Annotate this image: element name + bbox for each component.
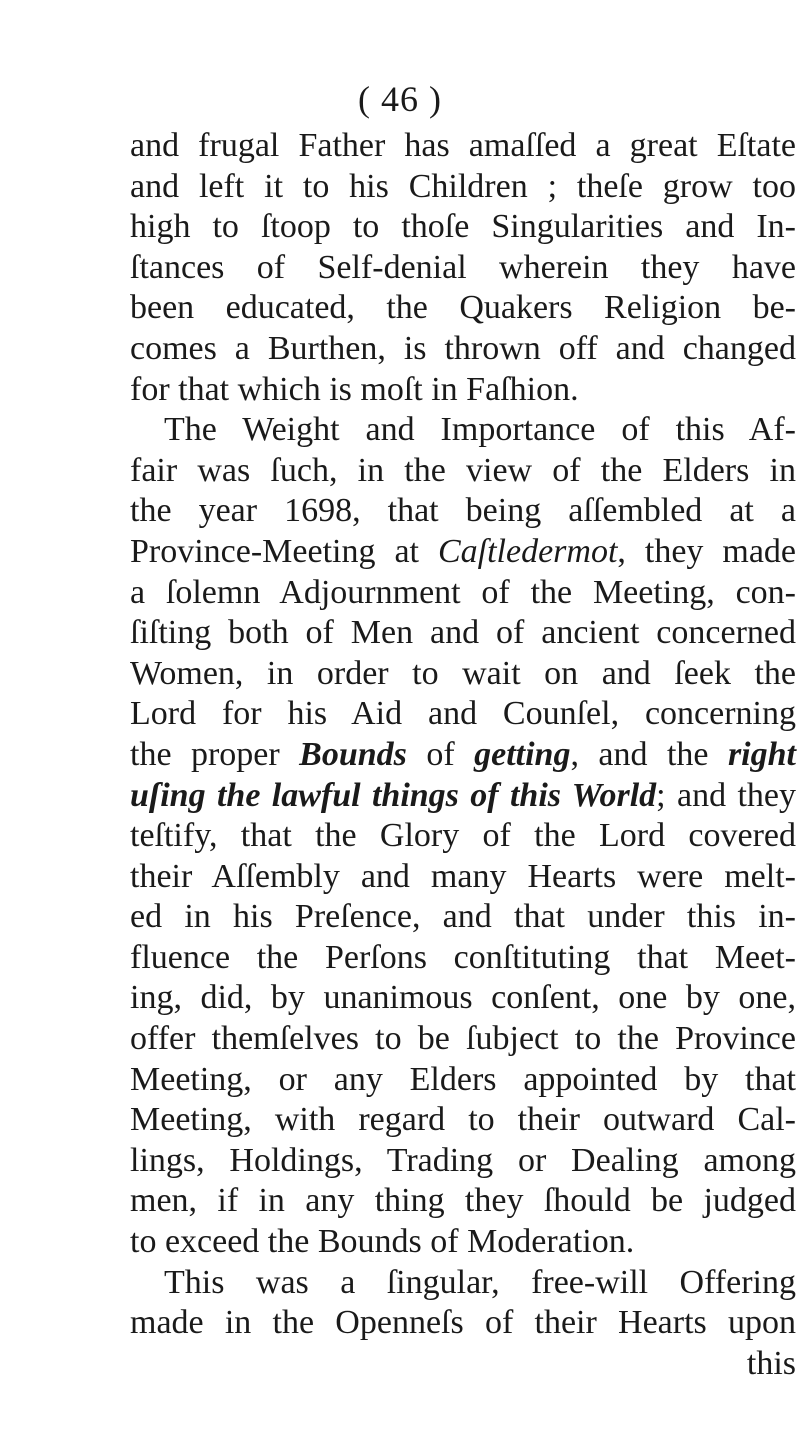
text-line: a ſolemn Adjournment of the Meeting, con-: [130, 573, 796, 611]
text-line: Lord for his Aid and Counſel, concerning: [130, 695, 796, 733]
text-line: comes a Burthen, is thrown off and changed: [130, 329, 796, 367]
emphasis-segment: getting: [474, 735, 571, 773]
text-line: ing, did, by unanimous conſent, one by one,: [130, 979, 796, 1017]
text-line: This was a ſingular, free-will Offering: [164, 1263, 796, 1301]
text-line: ed in his Preſence, and that under this in-: [130, 898, 796, 936]
text-segment: Province-Meeting at: [130, 532, 438, 570]
text-line: Meeting, or any Elders appointed by that: [130, 1060, 796, 1098]
text-line: been educated, the Quakers Religion be-: [130, 289, 796, 327]
text-line: men, if in any thing they ſhould be judged: [130, 1182, 796, 1220]
text-line: their Aſſembly and many Hearts were melt-: [130, 857, 796, 895]
emphasis-segment: Caſtledermot: [437, 532, 618, 570]
text-line: teſtify, that the Glory of the Lord covered: [130, 817, 796, 855]
text-segment: the proper: [130, 735, 300, 773]
text-line: made in the Openneſs of their Hearts upon: [130, 1304, 796, 1342]
text-line: offer themſelves to be ſubject to the Province: [130, 1020, 796, 1058]
text-line: Women, in order to wait on and ſeek the: [130, 654, 796, 692]
body-text: [130, 126, 796, 1384]
text-segment: of: [406, 735, 475, 773]
catchword: this: [746, 1344, 796, 1382]
text-line: ſtances of Self-denial wherein they have: [130, 248, 796, 286]
text-line: fair was ſuch, in the view of the Elders in: [130, 451, 796, 489]
text-line: fluence the Perſons conſtituting that Meet-: [130, 938, 796, 976]
text-line: for that which is moſt in Faſhion.: [130, 370, 579, 408]
text-line: ſiſting both of Men and of ancient concerned: [130, 614, 796, 652]
text-line: and frugal Father has amaſſed a great Eſtate: [130, 127, 796, 164]
text-segment: ; and they: [656, 776, 796, 814]
text-line: [130, 532, 796, 573]
text-line: Meeting, with regard to their outward Cal-: [130, 1101, 796, 1139]
text-line: lings, Holdings, Trading or Dealing among: [130, 1141, 796, 1179]
text-segment: , they made: [617, 532, 797, 570]
text-line: high to ſtoop to thoſe Singularities and In-: [130, 208, 796, 246]
text-line: the year 1698, that being aſſembled at a: [130, 492, 796, 530]
emphasis-segment: Bounds: [299, 735, 407, 773]
text-line: [130, 735, 796, 776]
text-line: The Weight and Importance of this Af-: [164, 411, 796, 449]
emphasis-segment: uſing the lawful things of this World: [130, 776, 657, 814]
text-segment: , and the: [570, 735, 728, 773]
text-line: [130, 776, 796, 817]
text-line: to exceed the Bounds of Moderation.: [130, 1223, 635, 1261]
text-line: and left it to his Children ; theſe grow too: [130, 167, 796, 205]
emphasis-segment: right: [727, 735, 796, 773]
page-number: ( 46 ): [358, 79, 442, 119]
